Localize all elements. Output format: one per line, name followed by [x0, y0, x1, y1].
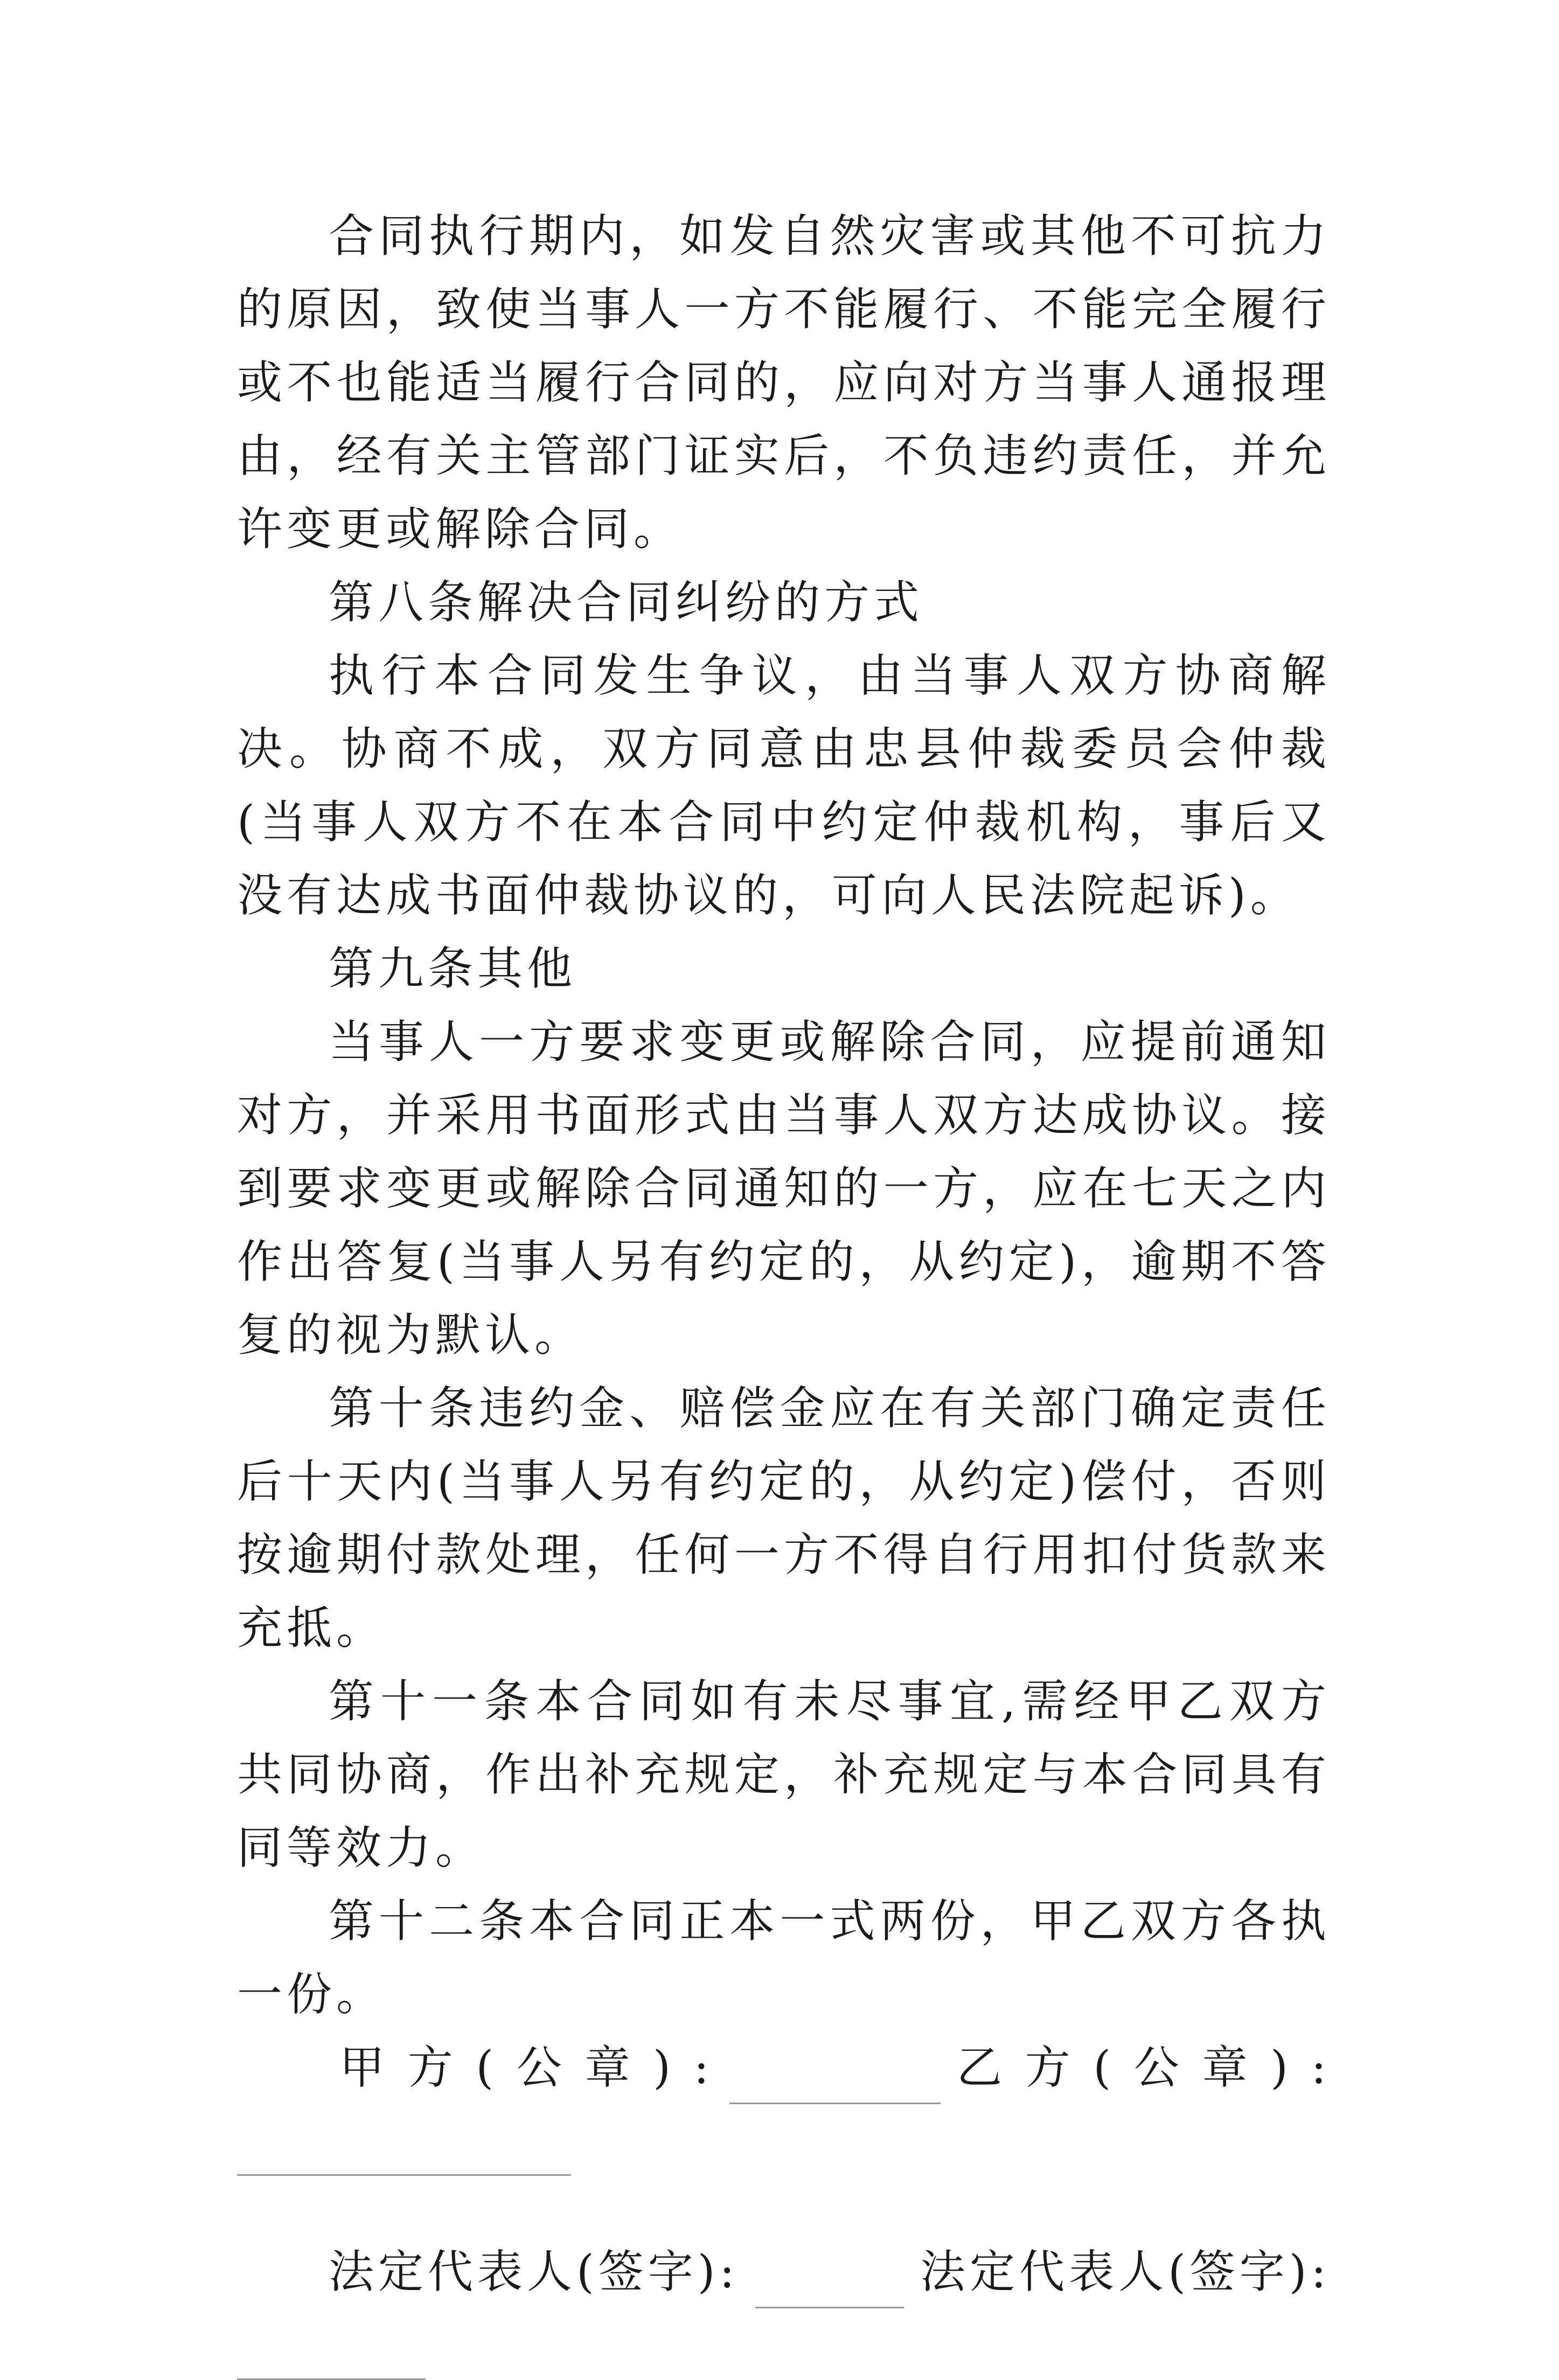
party-a-seal-blank[interactable] — [729, 2065, 941, 2104]
paragraph-dispute-resolution: 执行本合同发生争议，由当事人双方协商解决。协商不成，双方同意由忠县仲裁委员会仲裁(当事人双方不在本合同中约定仲裁机构，事后又没有达成书面仲裁协议的，可向人民法院起诉)。 — [237, 649, 1331, 922]
paragraph-article-11: 第十一条本合同如有未尽事宜,需经甲乙双方共同协商，作出补充规定，补充规定与本合同具有同等效力。 — [237, 1675, 1331, 1874]
paragraph-force-majeure: 合同执行期内，如发自然灾害或其他不可抗力的原因，致使当事人一方不能履行、不能完全履行或不也能适当履行合同的，应向对方当事人通报理由，经有关主管部门证实后，不负违约责任，并允许变更或解除合同。 — [237, 210, 1331, 555]
party-a-seal-label: 甲 方 ( 公 章 ) : — [339, 2041, 714, 2094]
party-b-rep-label: 法定代表人(签字): — [920, 2245, 1331, 2298]
paragraph-article-12: 第十二条本合同正本一式两份，甲乙双方各执一份。 — [237, 1895, 1331, 2021]
document-page — [237, 199, 1331, 2380]
paragraph-contract-change: 当事人一方要求变更或解除合同，应提前通知对方，并采用书面形式由当事人双方达成协议。接到要求变更或解除合同通知的一方，应在七天之内作出答复(当事人另有约定的，从约定)，逾期不答复的视为默认。 — [237, 1015, 1331, 1361]
party-b-seal-label: 乙 方 ( 公 章 ) : — [956, 2041, 1331, 2094]
heading-article-9: 第九条其他 — [329, 942, 577, 995]
heading-article-8: 第八条解决合同纠纷的方式 — [329, 576, 924, 629]
party-a-rep-blank[interactable] — [755, 2269, 904, 2308]
seal-row — [237, 2031, 1331, 2104]
representative-row — [237, 2235, 1331, 2308]
party-a-rep-label: 法定代表人(签字): — [329, 2245, 739, 2298]
paragraph-article-10: 第十条违约金、赔偿金应在有关部门确定责任后十天内(当事人另有约定的，从约定)偿付，否则按逾期付款处理，任何一方不得自行用扣付货款来充抵。 — [237, 1382, 1331, 1654]
